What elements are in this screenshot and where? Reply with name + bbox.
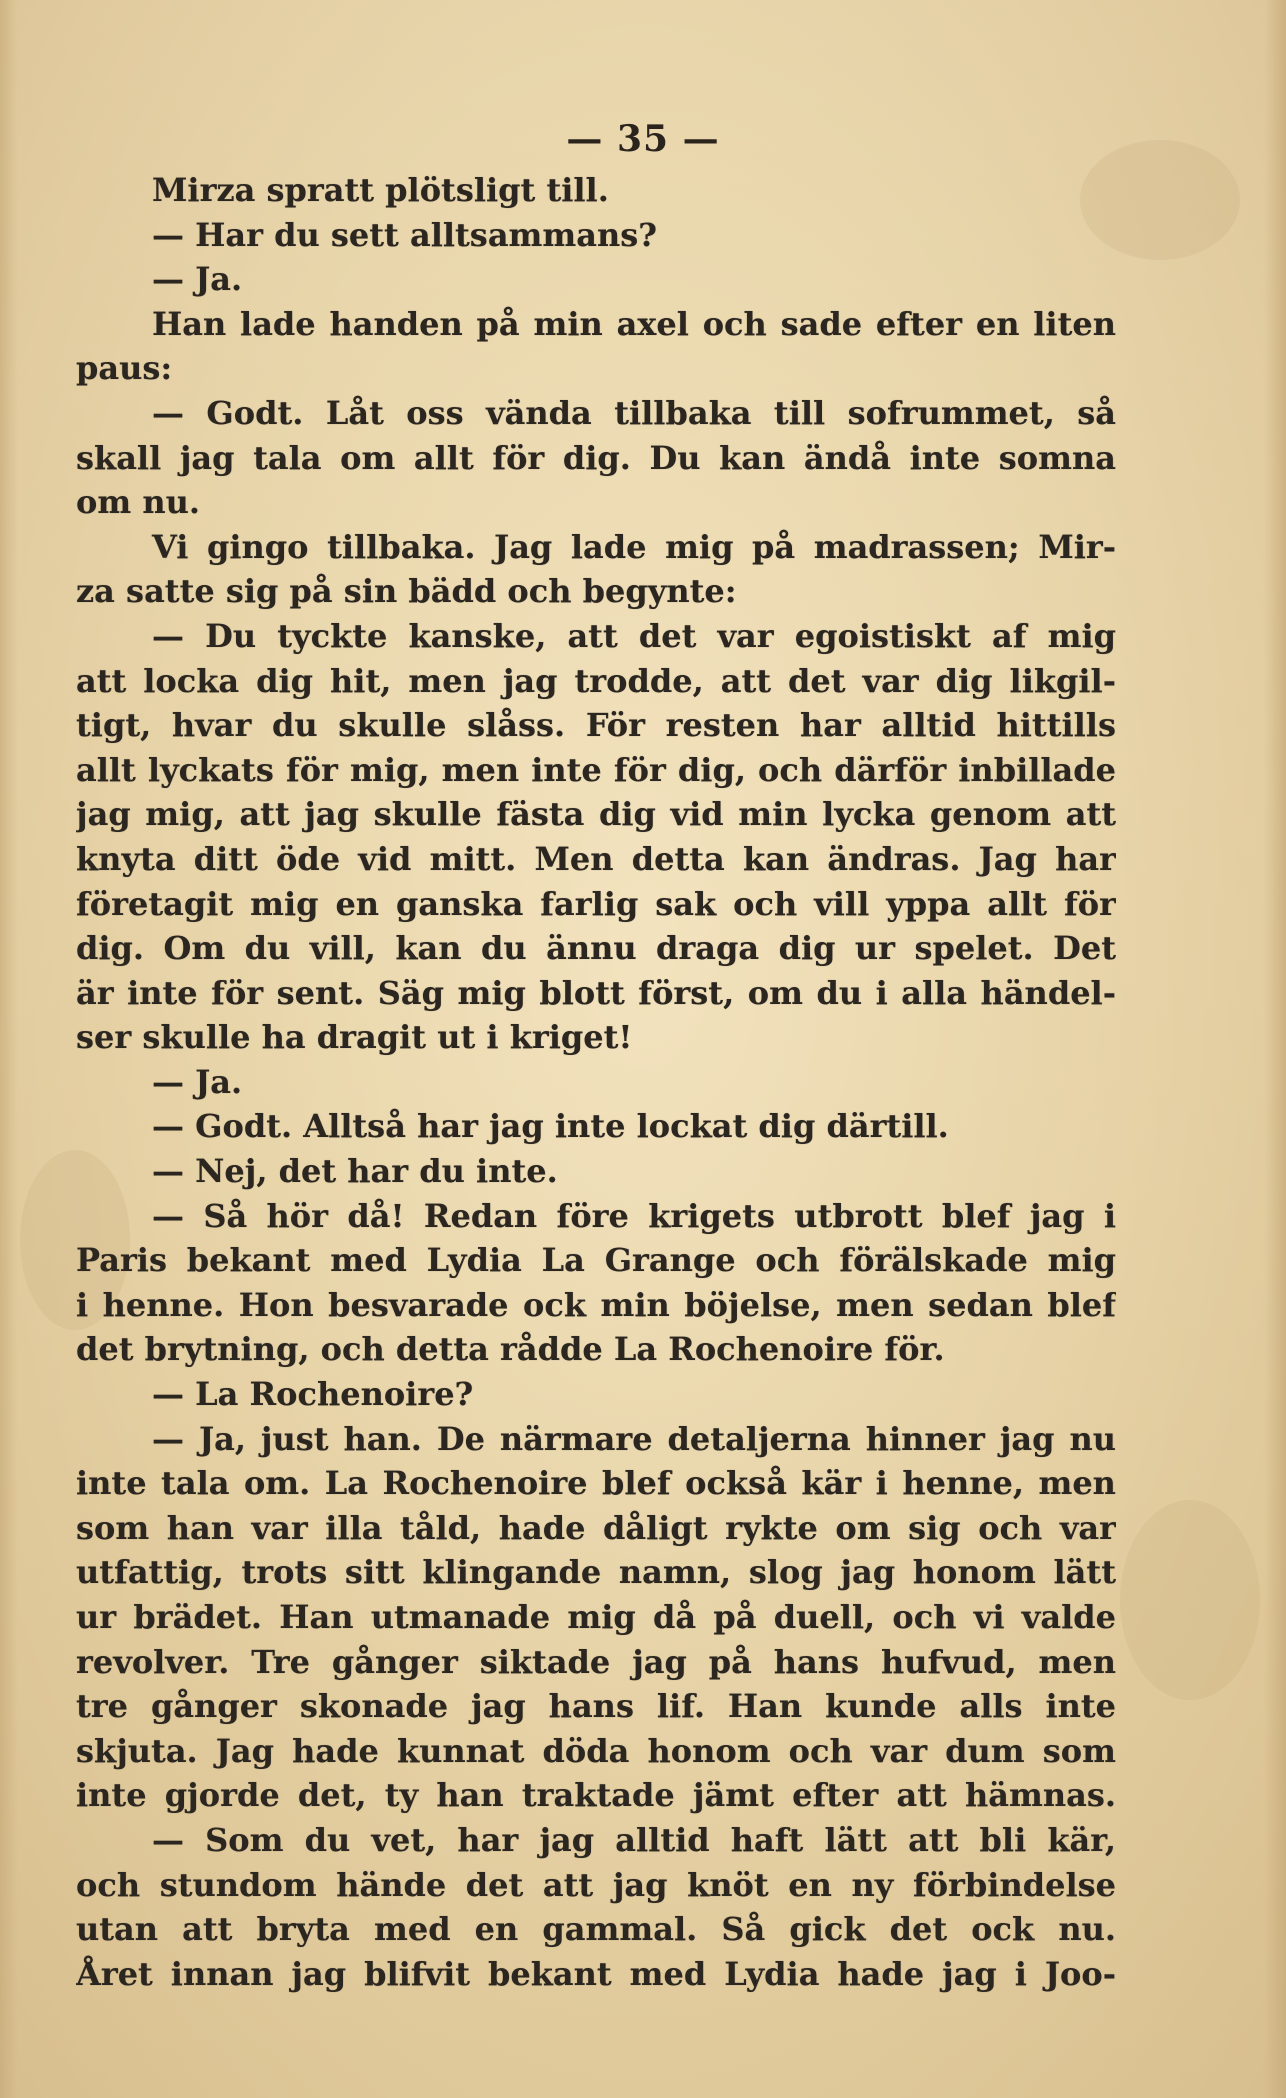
text-line: att locka dig hit, men jag trodde, att det var dig likgil- (76, 661, 1116, 700)
text-line: Mirza spratt plötsligt till. (152, 171, 609, 209)
text-line: — Ja. (152, 260, 243, 299)
text-line: skall jag tala om allt för dig. Du kan ändå inte somna (76, 438, 1116, 477)
text-line: Året innan jag blifvit bekant med Lydia hade jag i Joo- (76, 1954, 1116, 1993)
text-line: za satte sig på sin bädd och begynte: (76, 572, 737, 611)
text-line: företagit mig en ganska farlig sak och vill yppa allt för (76, 884, 1116, 923)
text-line: det brytning, och detta rådde La Rochenoire för. (76, 1330, 945, 1369)
text-line: allt lyckats för mig, men inte för dig, och därför inbillade (76, 750, 1116, 789)
text-line: — Godt. Låt oss vända tillbaka till sofrummet, så (152, 393, 1116, 432)
page-edge-left (0, 0, 18, 2098)
text-line: — Så hör då! Redan före krigets utbrott blef jag i (152, 1196, 1116, 1235)
text-line: — Som du vet, har jag alltid haft lätt att bli kär, (152, 1820, 1116, 1859)
text-line: — Du tyckte kanske, att det var egoistiskt af mig (152, 616, 1116, 655)
text-line: paus: (76, 349, 173, 388)
text-line: — Ja, just han. De närmare detaljerna hinner jag nu (152, 1419, 1116, 1458)
text-line: inte gjorde det, ty han traktade jämt efter att hämnas. (76, 1776, 1116, 1815)
text-line: — Nej, det har du inte. (152, 1152, 558, 1191)
text-line: utfattig, trots sitt klingande namn, slog jag honom lätt (76, 1553, 1116, 1592)
text-line: och stundom hände det att jag knöt en ny förbindelse (76, 1865, 1116, 1904)
text-line: inte tala om. La Rochenoire blef också kär i henne, men (76, 1464, 1116, 1503)
text-line: är inte för sent. Säg mig blott först, om du i alla händel- (76, 973, 1116, 1012)
text-line: knyta ditt öde vid mitt. Men detta kan ändras. Jag har (76, 839, 1116, 878)
page-edge-right (1264, 0, 1286, 2098)
text-line: ser skulle ha dragit ut i kriget! (76, 1018, 633, 1057)
text-line: Han lade handen på min axel och sade efter en liten (152, 304, 1116, 343)
text-line: Vi gingo tillbaka. Jag lade mig på madrassen; Mir- (152, 527, 1116, 566)
text-line: som han var illa tåld, hade dåligt rykte om sig och var (76, 1508, 1116, 1547)
text-line: dig. Om du vill, kan du ännu draga dig ur spelet. Det (76, 929, 1116, 968)
text-line: — Godt. Alltså har jag inte lockat dig därtill. (152, 1107, 949, 1146)
text-line: jag mig, att jag skulle fästa dig vid min lycka genom att (76, 795, 1116, 834)
page-number: — 35 — (566, 118, 720, 160)
text-line: tre gånger skonade jag hans lif. Han kunde alls inte (76, 1687, 1116, 1726)
text-line: ur brädet. Han utmanade mig då på duell, och vi valde (76, 1598, 1116, 1636)
text-line: om nu. (76, 483, 201, 522)
text-line: i henne. Hon besvarade ock min böjelse, men sedan blef (76, 1285, 1116, 1324)
text-line: skjuta. Jag hade kunnat döda honom och var dum som (76, 1731, 1116, 1770)
text-line: tigt, hvar du skulle slåss. För resten har alltid hittills (76, 706, 1116, 745)
text-line: — Ja. (152, 1062, 243, 1101)
text-line: — La Rochenoire? (152, 1375, 474, 1414)
text-line: utan att bryta med en gammal. Så gick det ock nu. (76, 1910, 1116, 1949)
text-line: revolver. Tre gånger siktade jag på hans hufvud, men (76, 1642, 1116, 1681)
text-line: Paris bekant med Lydia La Grange och förälskade mig (76, 1241, 1116, 1280)
body-text (76, 168, 1116, 1996)
paper-stain (1120, 1500, 1260, 1700)
text-line: — Har du sett alltsammans? (152, 215, 658, 254)
